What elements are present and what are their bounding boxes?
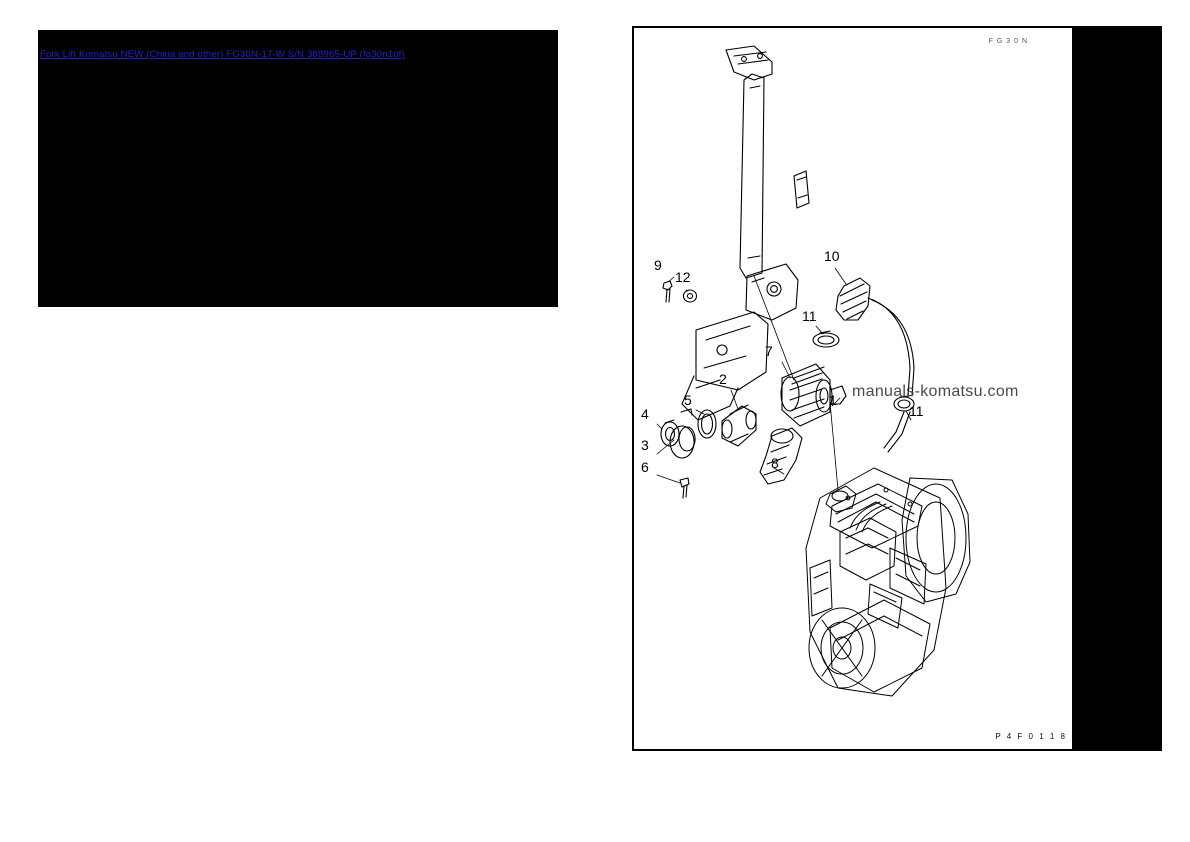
callout-10: 10 [824, 248, 840, 264]
callout-7: 7 [765, 343, 773, 359]
parts-diagram-panel [632, 26, 1072, 751]
callout-11-right: 11 [909, 403, 924, 419]
watermark-text: manuals-komatsu.com [852, 383, 1019, 400]
callout-1: 1 [829, 392, 837, 408]
callout-6: 6 [641, 459, 649, 475]
callout-5: 5 [684, 392, 692, 408]
left-image-panel [38, 30, 558, 307]
callout-11-upper: 11 [802, 308, 817, 324]
callout-9: 9 [654, 257, 662, 273]
callout-2: 2 [719, 371, 727, 387]
callout-8: 8 [771, 455, 779, 471]
callout-12: 12 [675, 269, 691, 285]
breadcrumb[interactable]: Fork Lift Komatsu NEW (China and other) FG30N-17-W S/N 388965-UP (fg30n1of) [40, 49, 405, 60]
diagram-page-code: P 4 F 0 1 1 8 [995, 732, 1067, 741]
right-image-strip [1072, 26, 1162, 751]
callout-3: 3 [641, 437, 649, 453]
callout-4: 4 [641, 406, 649, 422]
diagram-top-code: F G 3 0 N [988, 38, 1028, 45]
